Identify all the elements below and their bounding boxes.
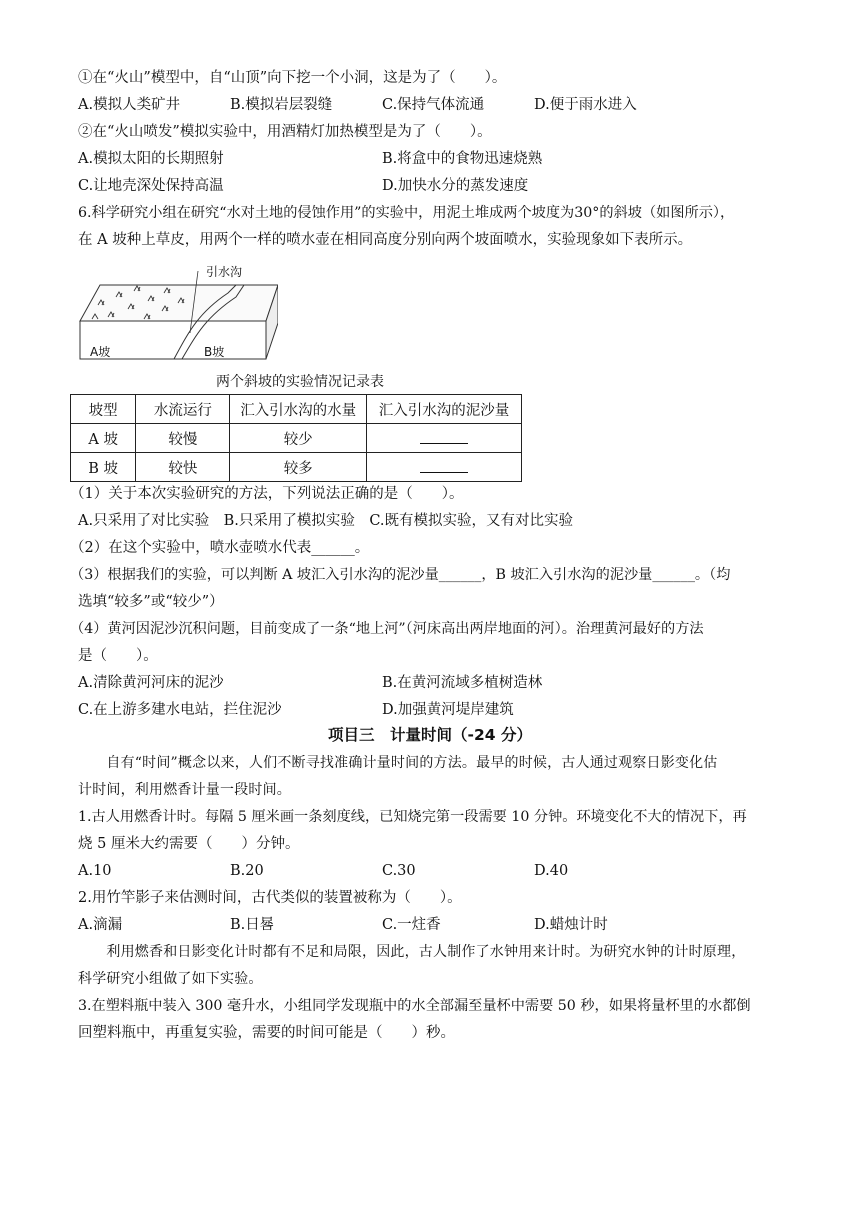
s3-q1-option-c[interactable]: C.30: [382, 863, 416, 879]
section3-intro2-line2: 科学研究小组做了如下实验。: [78, 971, 263, 987]
table-cell: 较多: [230, 453, 366, 482]
s3-q1-line1: 1.古人用燃香计时。每隔 5 厘米画一条刻度线，已知烧完第一段需要 10 分钟。环境变化不大的情况下，再: [78, 809, 747, 825]
s3-q1-line2: 烧 5 厘米大约需要（ ）分钟。: [78, 836, 300, 852]
s3-q2-option-a[interactable]: A.滴漏: [78, 917, 123, 933]
q6-p3-line2: 选填“较多”或“较少”）: [78, 594, 224, 610]
figure-label-b: B坡: [204, 345, 225, 359]
s3-q2-option-c[interactable]: C.一炷香: [382, 917, 441, 933]
section3-intro2-line1: 利用燃香和日影变化计时都有不足和局限，因此，古人制作了水钟用来计时。为研究水钟的计时原理，: [78, 944, 746, 960]
q5-sub2-option-c[interactable]: C.让地壳深处保持高温: [78, 178, 224, 194]
experiment-record-table: [70, 394, 522, 482]
answer-blank[interactable]: [420, 429, 468, 444]
section3-intro-line2: 计时间，利用燃香计量一段时间。: [78, 782, 291, 798]
table-cell: A 坡: [71, 424, 136, 453]
table-caption: 两个斜坡的实验情况记录表: [216, 374, 384, 390]
q6-p1-stem: （1）关于本次实验研究的方法，下列说法正确的是（ ）。: [70, 486, 464, 502]
s3-q3-line2: 回塑料瓶中，再重复实验，需要的时间可能是（ ）秒。: [78, 1025, 455, 1041]
q5-sub1-stem: ①在“火山”模型中，自“山顶”向下挖一个小洞，这是为了（ ）。: [78, 70, 507, 86]
table-row: [71, 453, 522, 482]
table-cell: B 坡: [71, 453, 136, 482]
q6-p4-line1: （4）黄河因泥沙沉积问题，目前变成了一条“地上河”（河床高出两岸地面的河）。治理黄河最好的方法: [70, 621, 704, 637]
s3-q2-stem: 2.用竹竿影子来估测时间，古代类似的装置被称为（ ）。: [78, 890, 462, 906]
q6-p4-line2: 是（ ）。: [78, 648, 158, 664]
table-cell-blank[interactable]: [366, 453, 521, 482]
s3-q2-option-d[interactable]: D.蜡烛计时: [534, 917, 608, 933]
q6-p4-option-c[interactable]: C.在上游多建水电站，拦住泥沙: [78, 702, 282, 718]
q6-p2-stem: （2）在这个实验中，喷水壶喷水代表______。: [70, 540, 370, 556]
s3-q1-option-a[interactable]: A.10: [78, 863, 112, 879]
q6-p4-option-a[interactable]: A.清除黄河河床的泥沙: [78, 675, 224, 691]
figure-label-a: A坡: [90, 345, 111, 359]
q6-p1-options[interactable]: A.只采用了对比实验 B.只采用了模拟实验 C.既有模拟实验，又有对比实验: [78, 513, 574, 529]
q5-sub2-option-a[interactable]: A.模拟太阳的长期照射: [78, 151, 224, 167]
q6-p4-option-b[interactable]: B.在黄河流域多植树造林: [382, 675, 543, 691]
q5-sub1-option-a[interactable]: A.模拟人类矿井: [78, 97, 181, 113]
table-header: 坡型: [71, 395, 136, 424]
answer-blank[interactable]: [420, 458, 468, 473]
table-cell: 较快: [136, 453, 230, 482]
q5-sub2-option-b[interactable]: B.将盒中的食物迅速烧熟: [382, 151, 543, 167]
q5-sub1-option-d[interactable]: D.便于雨水进入: [534, 97, 637, 113]
slope-figure: [78, 263, 278, 363]
table-cell-blank[interactable]: [366, 424, 521, 453]
q6-stem-line1: 6.科学研究小组在研究“水对土地的侵蚀作用”的实验中，用泥土堆成两个坡度为30°的斜坡（如图所示），: [78, 205, 735, 221]
q6-p3-line1: （3）根据我们的实验，可以判断 A 坡汇入引水沟的泥沙量______，B 坡汇入引水沟的泥沙量______。（均: [70, 567, 731, 583]
s3-q1-option-b[interactable]: B.20: [230, 863, 264, 879]
q5-sub1-option-c[interactable]: C.保持气体流通: [382, 97, 485, 113]
table-cell: 较少: [230, 424, 366, 453]
s3-q2-option-b[interactable]: B.日晷: [230, 917, 275, 933]
q5-sub1-option-b[interactable]: B.模拟岩层裂缝: [230, 97, 333, 113]
table-cell: 较慢: [136, 424, 230, 453]
q6-stem-line2: 在 A 坡种上草皮，用两个一样的喷水壶在相同高度分别向两个坡面喷水，实验现象如下表所示。: [78, 232, 693, 248]
table-header: 汇入引水沟的泥沙量: [366, 395, 521, 424]
s3-q1-option-d[interactable]: D.40: [534, 863, 569, 879]
table-header: 汇入引水沟的水量: [230, 395, 366, 424]
figure-label-channel: 引水沟: [206, 265, 243, 279]
q6-p4-option-d[interactable]: D.加强黄河堤岸建筑: [382, 702, 514, 718]
section3-intro-line1: 自有“时间”概念以来，人们不断寻找准确计量时间的方法。最早的时候，古人通过观察日影变化估: [78, 755, 718, 771]
q5-sub2-stem: ②在“火山喷发”模拟实验中，用酒精灯加热模型是为了（ ）。: [78, 124, 492, 140]
table-header-row: [71, 395, 522, 424]
q5-sub2-option-d[interactable]: D.加快水分的蒸发速度: [382, 178, 529, 194]
s3-q3-line1: 3.在塑料瓶中装入 300 毫升水，小组同学发现瓶中的水全部漏至量杯中需要 50 秒，如果将量杯里的水都倒: [78, 998, 751, 1014]
table-header: 水流运行: [136, 395, 230, 424]
table-row: [71, 424, 522, 453]
section3-title: 项目三 计量时间（-24 分）: [328, 726, 532, 744]
